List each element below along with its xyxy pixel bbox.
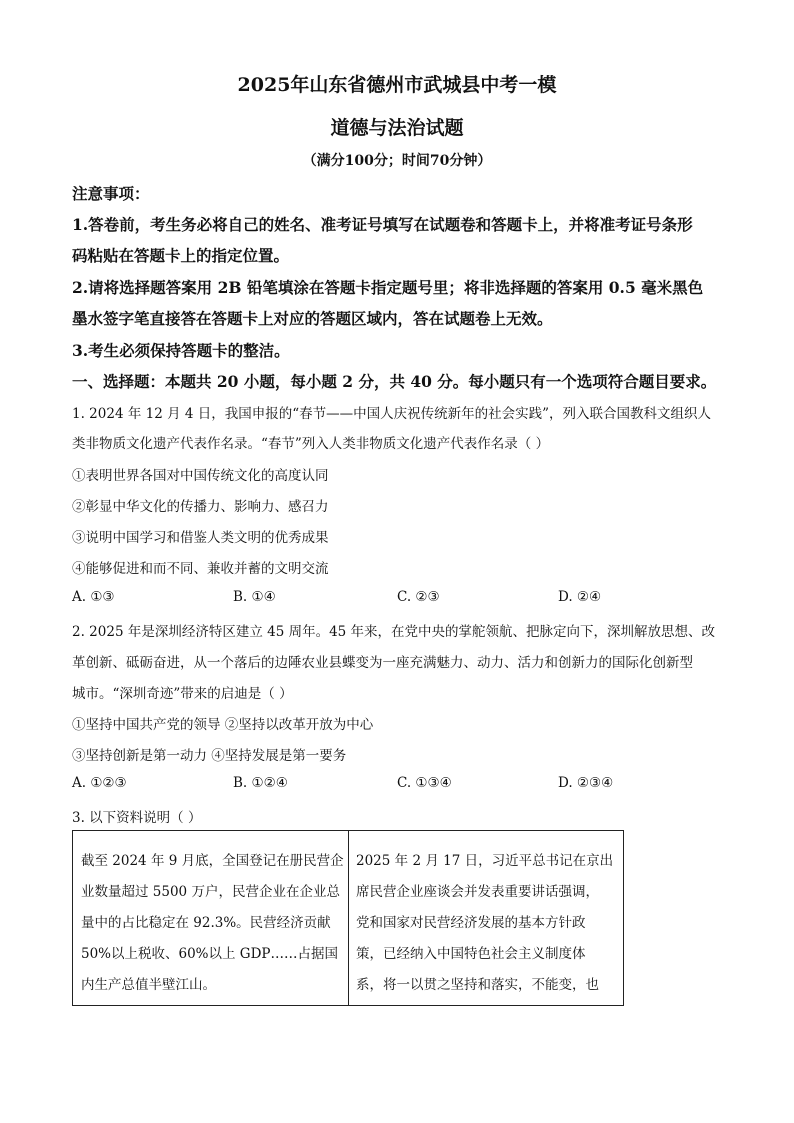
- material-right-line: 席民营企业座谈会并发表重要讲话强调，: [356, 884, 599, 900]
- question-2-option-a: A. ①②③: [72, 775, 127, 791]
- question-1-option-a: A. ①③: [72, 589, 115, 605]
- notes-line: 墨水签字笔直接答在答题卡上对应的答题区域内，答在试题卷上无效。: [72, 309, 553, 328]
- question-3-stem: 3. 以下资料说明（ ）: [72, 810, 202, 826]
- notes-heading: 注意事项：: [72, 184, 150, 203]
- question-2-statement: ①坚持中国共产党的领导 ②坚持以改革开放为中心: [72, 717, 374, 733]
- notes-line: 2.请将选择题答案用 2B 铅笔填涂在答题卡指定题号里；将非选择题的答案用 0.5 毫米黑色: [72, 278, 704, 297]
- material-right-line: 策，已经纳入中国特色社会主义制度体: [356, 946, 586, 962]
- exam-subtitle: 道德与法治试题: [330, 117, 464, 139]
- question-1-statement: ④能够促进和而不同、兼收并蓄的文明交流: [72, 561, 329, 577]
- material-right-line: 2025 年 2 月 17 日，习近平总书记在京出: [356, 853, 614, 869]
- notes-line: 3.考生必须保持答题卡的整洁。: [72, 341, 290, 360]
- material-table: [72, 830, 624, 1006]
- question-2-option-b: B. ①②④: [233, 775, 288, 791]
- question-2-stem: 革创新、砥砺奋进，从一个落后的边陲农业县蝶变为一座充满魅力、动力、活力和创新力的国际化创新型: [72, 655, 693, 671]
- question-1-option-d: D. ②④: [558, 589, 602, 605]
- question-2-statement: ③坚持创新是第一动力 ④坚持发展是第一要务: [72, 748, 347, 764]
- material-right-cell: [349, 831, 623, 1005]
- question-1-statement: ②彰显中华文化的传播力、影响力、感召力: [72, 499, 329, 515]
- question-2-option-d: D. ②③④: [558, 775, 614, 791]
- exam-info: （满分100分；时间70分钟）: [302, 153, 492, 169]
- material-right-line: 系，将一以贯之坚持和落实，不能变，也: [356, 977, 599, 993]
- exam-title: 2025年山东省德州市武城县中考一模: [237, 74, 557, 96]
- material-left-line: 50%以上税收、60%以上 GDP……占据国: [81, 946, 338, 962]
- notes-line: 1.答卷前，考生务必将自己的姓名、准考证号填写在试题卷和答题卡上，并将准考证号条形: [72, 215, 693, 234]
- question-1-stem: 1. 2024 年 12 月 4 日，我国申报的“春节——中国人庆祝传统新年的社会实践”，列入联合国教科文组织人: [72, 406, 712, 422]
- question-1-stem: 类非物质文化遗产代表作名录。“春节”列入人类非物质文化遗产代表作名录（ ）: [72, 436, 550, 452]
- question-1-statement: ③说明中国学习和借鉴人类文明的优秀成果: [72, 530, 329, 546]
- question-2-stem: 城市。“深圳奇迹”带来的启迪是（ ）: [72, 686, 293, 702]
- question-2-option-c: C. ①③④: [397, 775, 452, 791]
- material-left-line: 业数量超过 5500 万户，民营企业在企业总: [81, 884, 340, 900]
- question-2-stem: 2. 2025 年是深圳经济特区建立 45 周年。45 年来，在党中央的掌舵领航、把脉定向下，深圳解放思想、改: [72, 624, 716, 640]
- notes-line: 码粘贴在答题卡上的指定位置。: [72, 246, 290, 265]
- question-1-statement: ①表明世界各国对中国传统文化的高度认同: [72, 468, 329, 484]
- material-left-line: 内生产总值半壁江山。: [81, 977, 216, 993]
- material-left-cell: [73, 831, 349, 1005]
- material-left-line: 量中的占比稳定在 92.3%。民营经济贡献: [81, 915, 331, 931]
- section-heading: 一、选择题：本题共 20 小题，每小题 2 分，共 40 分。每小题只有一个选项符合题目要求。: [72, 372, 717, 391]
- question-1-option-c: C. ②③: [397, 589, 440, 605]
- question-1-option-b: B. ①④: [233, 589, 276, 605]
- material-left-line: 截至 2024 年 9 月底，全国登记在册民营企: [81, 853, 344, 869]
- material-right-line: 党和国家对民营经济发展的基本方针政: [356, 915, 586, 931]
